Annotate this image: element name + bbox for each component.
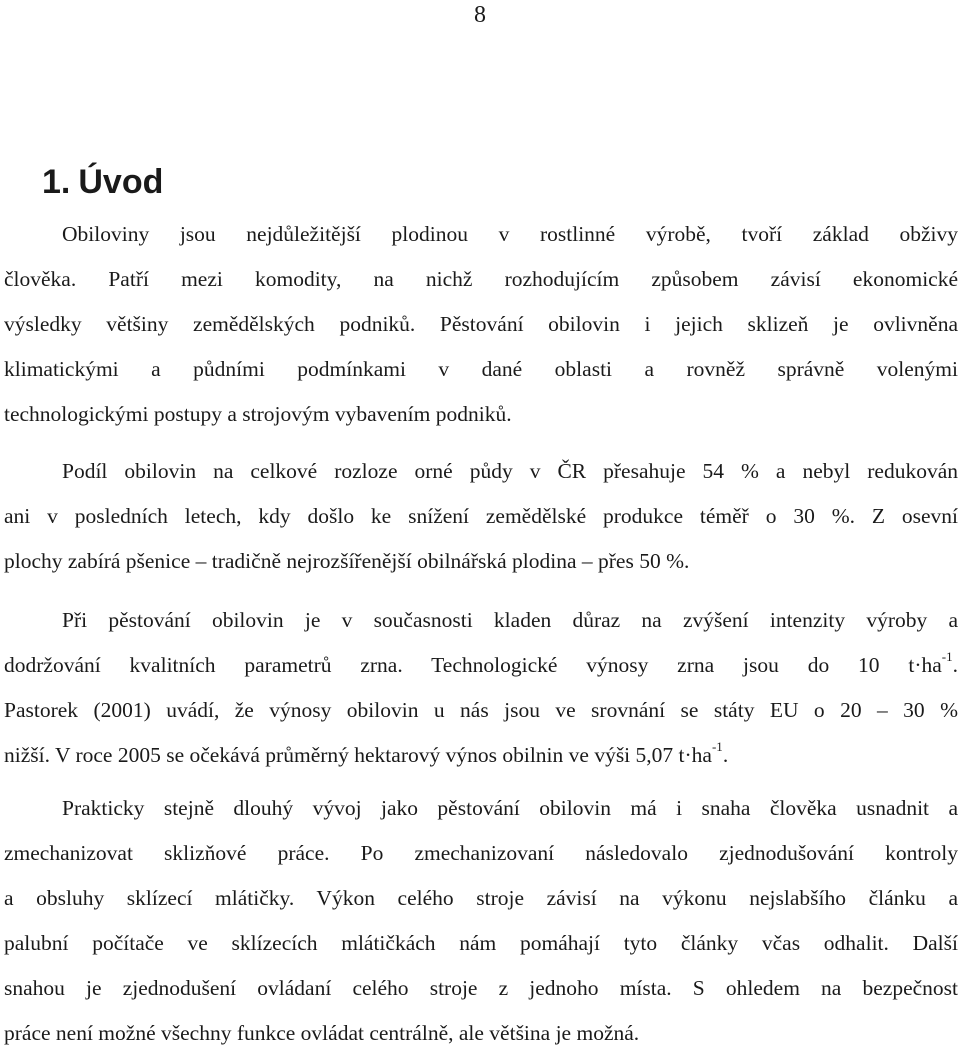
superscript: -1: [941, 648, 953, 664]
paragraph-line: Obiloviny jsou nejdůležitější plodinou v rostlinné výrobě, tvoří základ obživy: [62, 222, 958, 246]
page-number: 8: [474, 2, 486, 28]
paragraph-1: [4, 212, 958, 437]
paragraph-line: člověka. Patří mezi komodity, na nichž rozhodujícím způsobem závisí ekonomické: [4, 267, 958, 291]
paragraph-line: výsledky většiny zemědělských podniků. Pěstování obilovin i jejich sklizeň je ovlivněna: [4, 312, 958, 336]
paragraph-line: plochy zabírá pšenice – tradičně nejrozšířenější obilnářská plodina – přes 50 %.: [4, 549, 690, 573]
paragraph-line: snahou je zjednodušení ovládaní celého stroje z jednoho místa. S ohledem na bezpečnost: [4, 976, 958, 1000]
section-title: Úvod: [78, 163, 164, 201]
superscript: -1: [711, 738, 723, 754]
paragraph-line: práce není možné všechny funkce ovládat centrálně, ale většina je možná.: [4, 1021, 640, 1045]
paragraph-line: [4, 733, 958, 778]
paragraph-3: [4, 598, 958, 778]
paragraph-line: zmechanizovat sklizňové práce. Po zmechanizovaní následovalo zjednodušování kontroly: [4, 841, 958, 865]
paragraph-line: palubní počítače ve sklízecích mlátičkách nám pomáhají tyto články včas odhalit. Další: [4, 931, 958, 955]
paragraph-line: Pastorek (2001) uvádí, že výnosy obilovin u nás jsou ve srovnání se státy EU o 20 – 30 %: [4, 698, 958, 722]
paragraph-line: klimatickými a půdními podmínkami v dané oblasti a rovněž správně volenými: [4, 357, 958, 381]
paragraph-line: [4, 643, 958, 688]
line-text: nižší. V roce 2005 se očekává průměrný hektarový výnos obilnin ve výši 5,07 t·ha: [4, 743, 712, 767]
paragraph-line: Prakticky stejně dlouhý vývoj jako pěstování obilovin má i snaha člověka usnadnit a: [62, 796, 958, 820]
section-number: 1.: [42, 163, 71, 201]
line-tail: .: [952, 653, 958, 677]
section-heading: [42, 160, 163, 204]
paragraph-line: ani v posledních letech, kdy došlo ke snížení zemědělské produkce téměř o 30 %. Z osevní: [4, 504, 958, 528]
paragraph-line: a obsluhy sklízecí mlátičky. Výkon celého stroje závisí na výkonu nejslabšího článku a: [4, 886, 958, 910]
paragraph-line: Podíl obilovin na celkové rozloze orné půdy v ČR přesahuje 54 % a nebyl redukován: [62, 459, 958, 483]
line-text: dodržování kvalitních parametrů zrna. Technologické výnosy zrna jsou do 10 t·ha: [4, 653, 942, 677]
paragraph-line: Při pěstování obilovin je v současnosti kladen důraz na zvýšení intenzity výroby a: [62, 608, 958, 632]
paragraph-line: technologickými postupy a strojovým vybavením podniků.: [4, 402, 512, 426]
paragraph-2: [4, 449, 958, 584]
line-tail: .: [722, 743, 729, 767]
paragraph-4: [4, 786, 958, 1056]
